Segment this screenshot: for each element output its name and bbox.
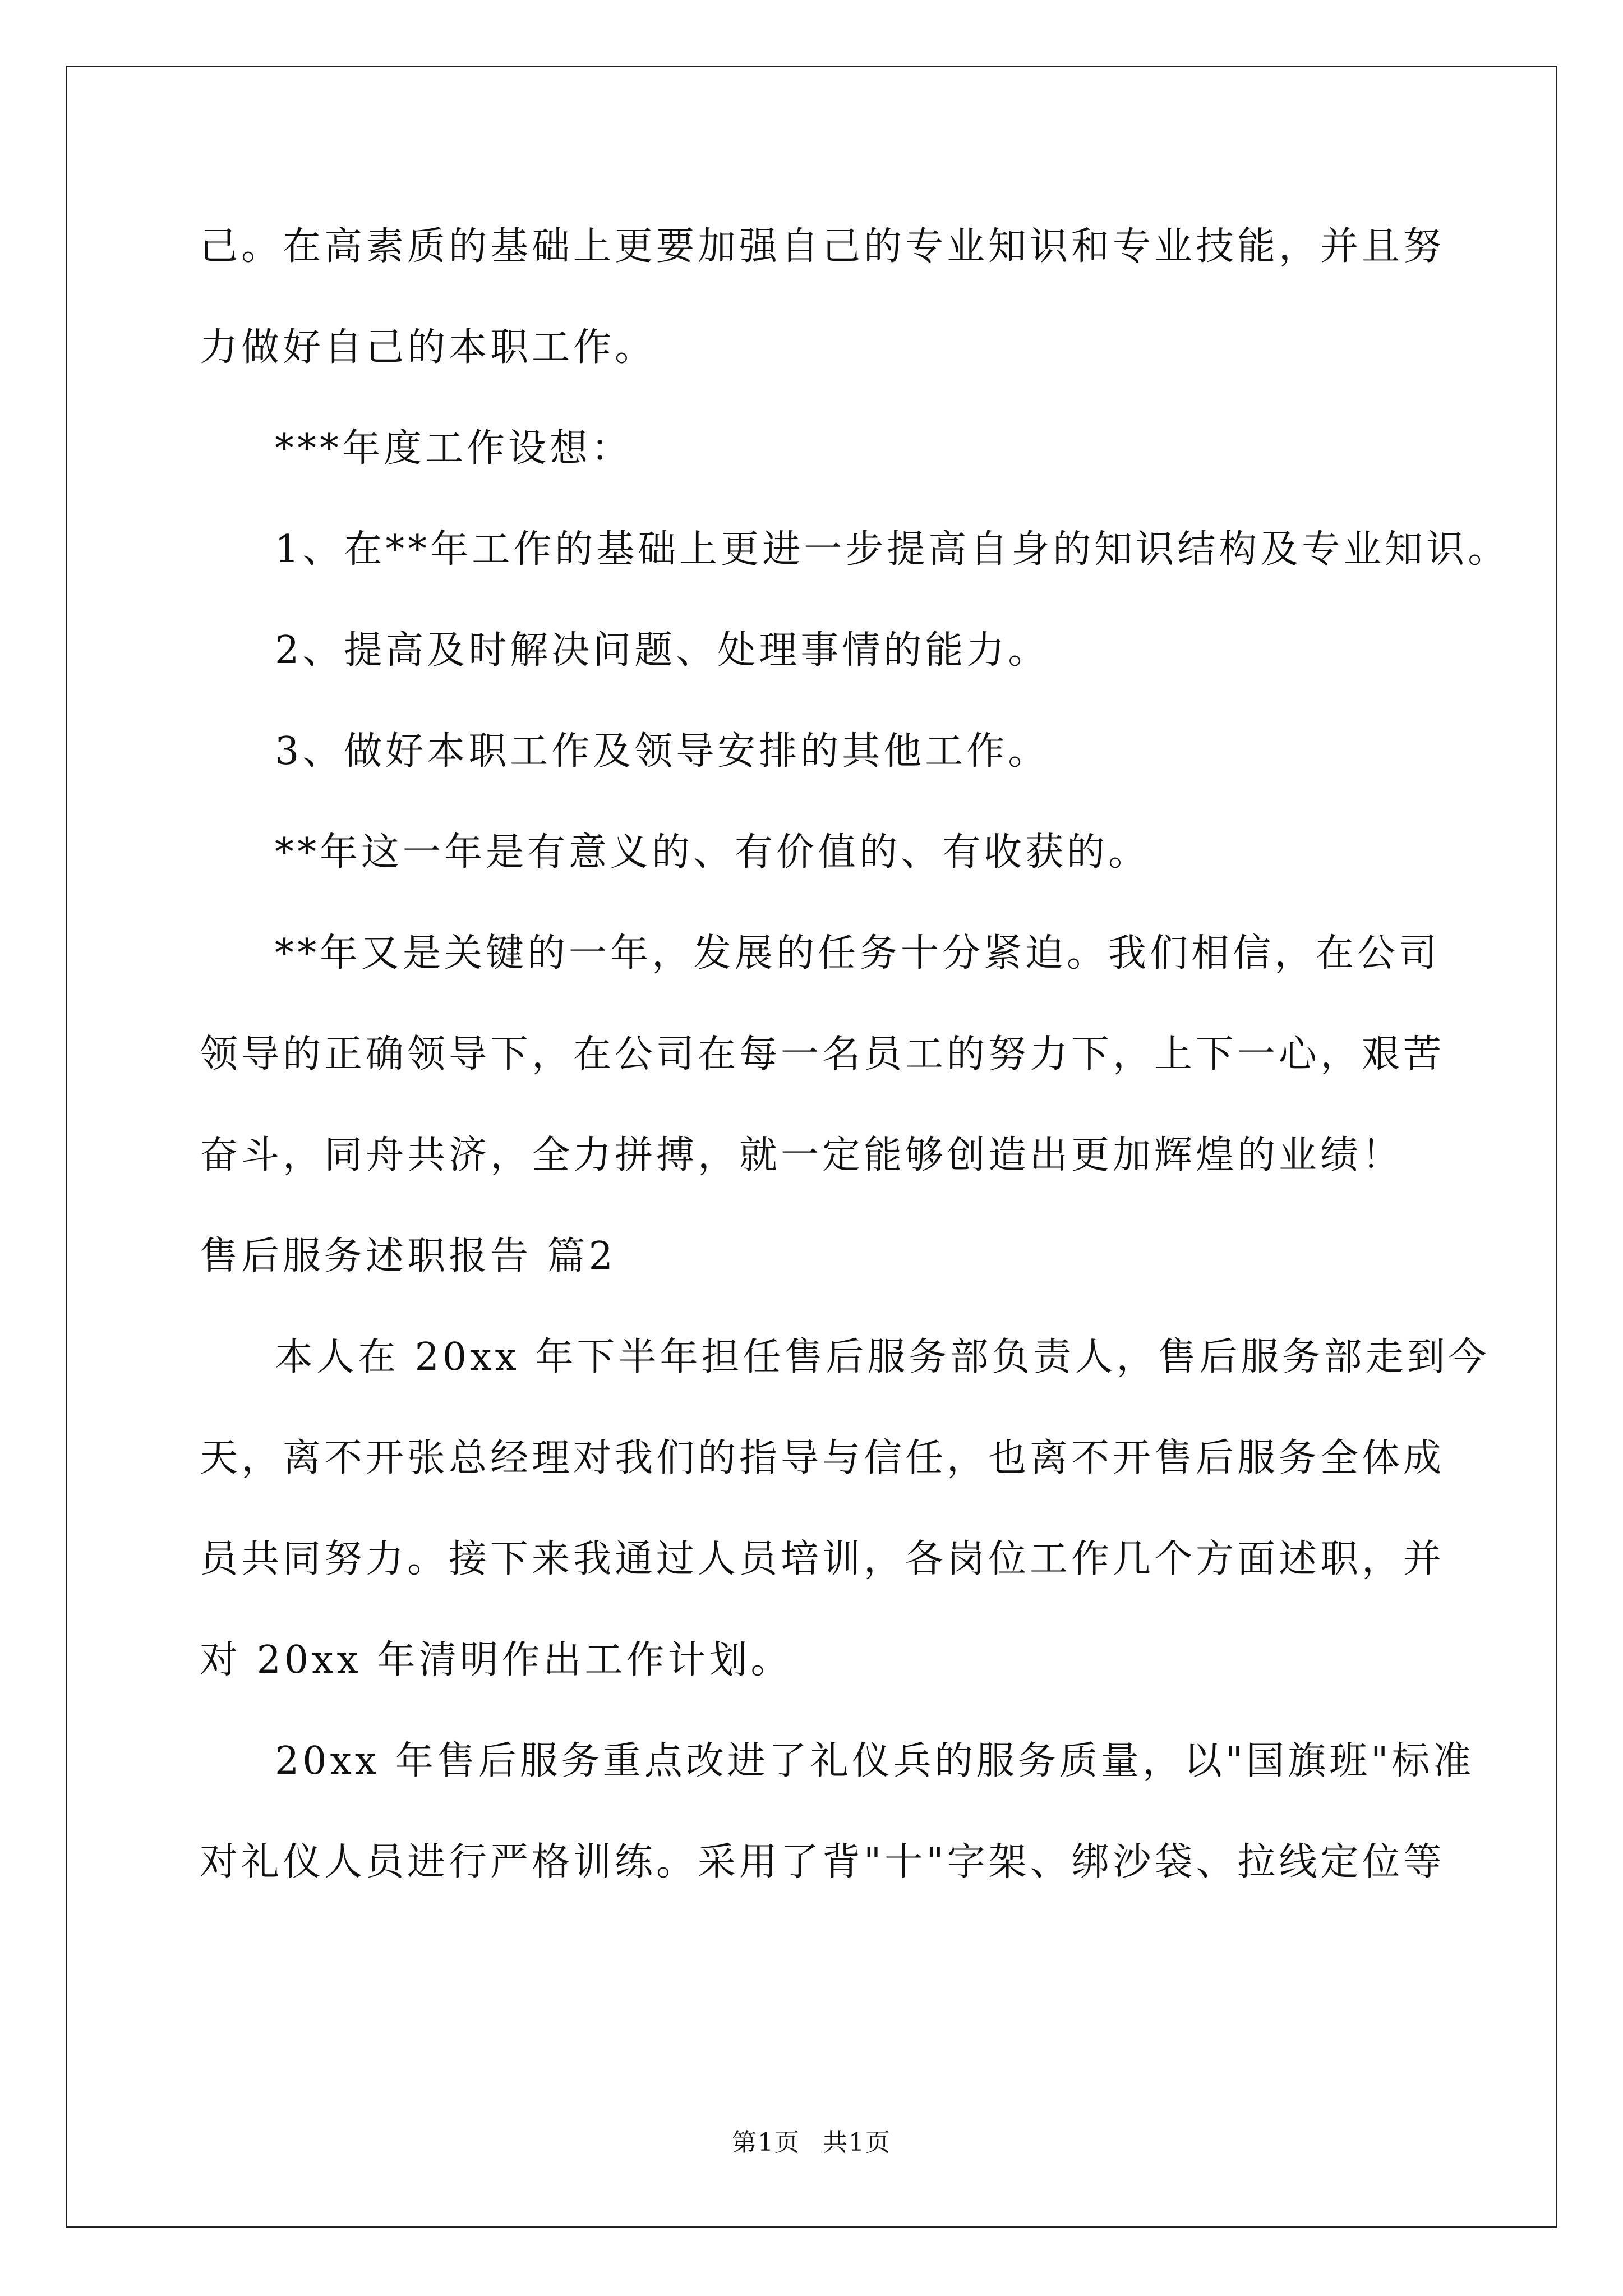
page-number: 第1页 [732,2128,800,2157]
text-line: 员共同努力。接下来我通过人员培训，各岗位工作几个方面述职，并 [200,1537,1445,1581]
list-item: 3、做好本职工作及领导安排的其他工作。 [275,729,1050,774]
list-item: 2、提高及时解决问题、处理事情的能力。 [275,628,1050,673]
text-line: 对礼仪人员进行严格训练。采用了背"十"字架、绑沙袋、拉线定位等 [200,1840,1445,1884]
text-line: 领导的正确领导下，在公司在每一名员工的努力下，上下一心，艰苦 [200,1032,1445,1076]
text-line: 力做好自己的本职工作。 [200,325,657,370]
text-line: 奋斗，同舟共济，全力拼搏，就一定能够创造出更加辉煌的业绩！ [200,1133,1404,1177]
page-total: 共1页 [823,2128,891,2157]
page-footer [0,2126,1623,2160]
text-line: 天，离不开张总经理对我们的指导与信任，也离不开售后服务全体成 [200,1436,1445,1480]
list-item: 1、在**年工作的基础上更进一步提高自身的知识结构及专业知识。 [275,527,1510,572]
text-line: **年又是关键的一年，发展的任务十分紧迫。我们相信，在公司 [275,931,1441,976]
text-line: 本人在 20xx 年下半年担任售后服务部负责人，售后服务部走到今 [275,1335,1490,1379]
text-line: 己。在高素质的基础上更要加强自己的专业知识和专业技能，并且努 [200,224,1445,269]
text-line: 20xx 年售后服务重点改进了礼仪兵的服务质量，以"国旗班"标准 [275,1739,1475,1783]
section-heading: ***年度工作设想： [275,426,633,471]
text-line: **年这一年是有意义的、有价值的、有收获的。 [275,830,1150,875]
section-title: 售后服务述职报告 篇2 [200,1234,616,1278]
text-line: 对 20xx 年清明作出工作计划。 [200,1638,792,1682]
